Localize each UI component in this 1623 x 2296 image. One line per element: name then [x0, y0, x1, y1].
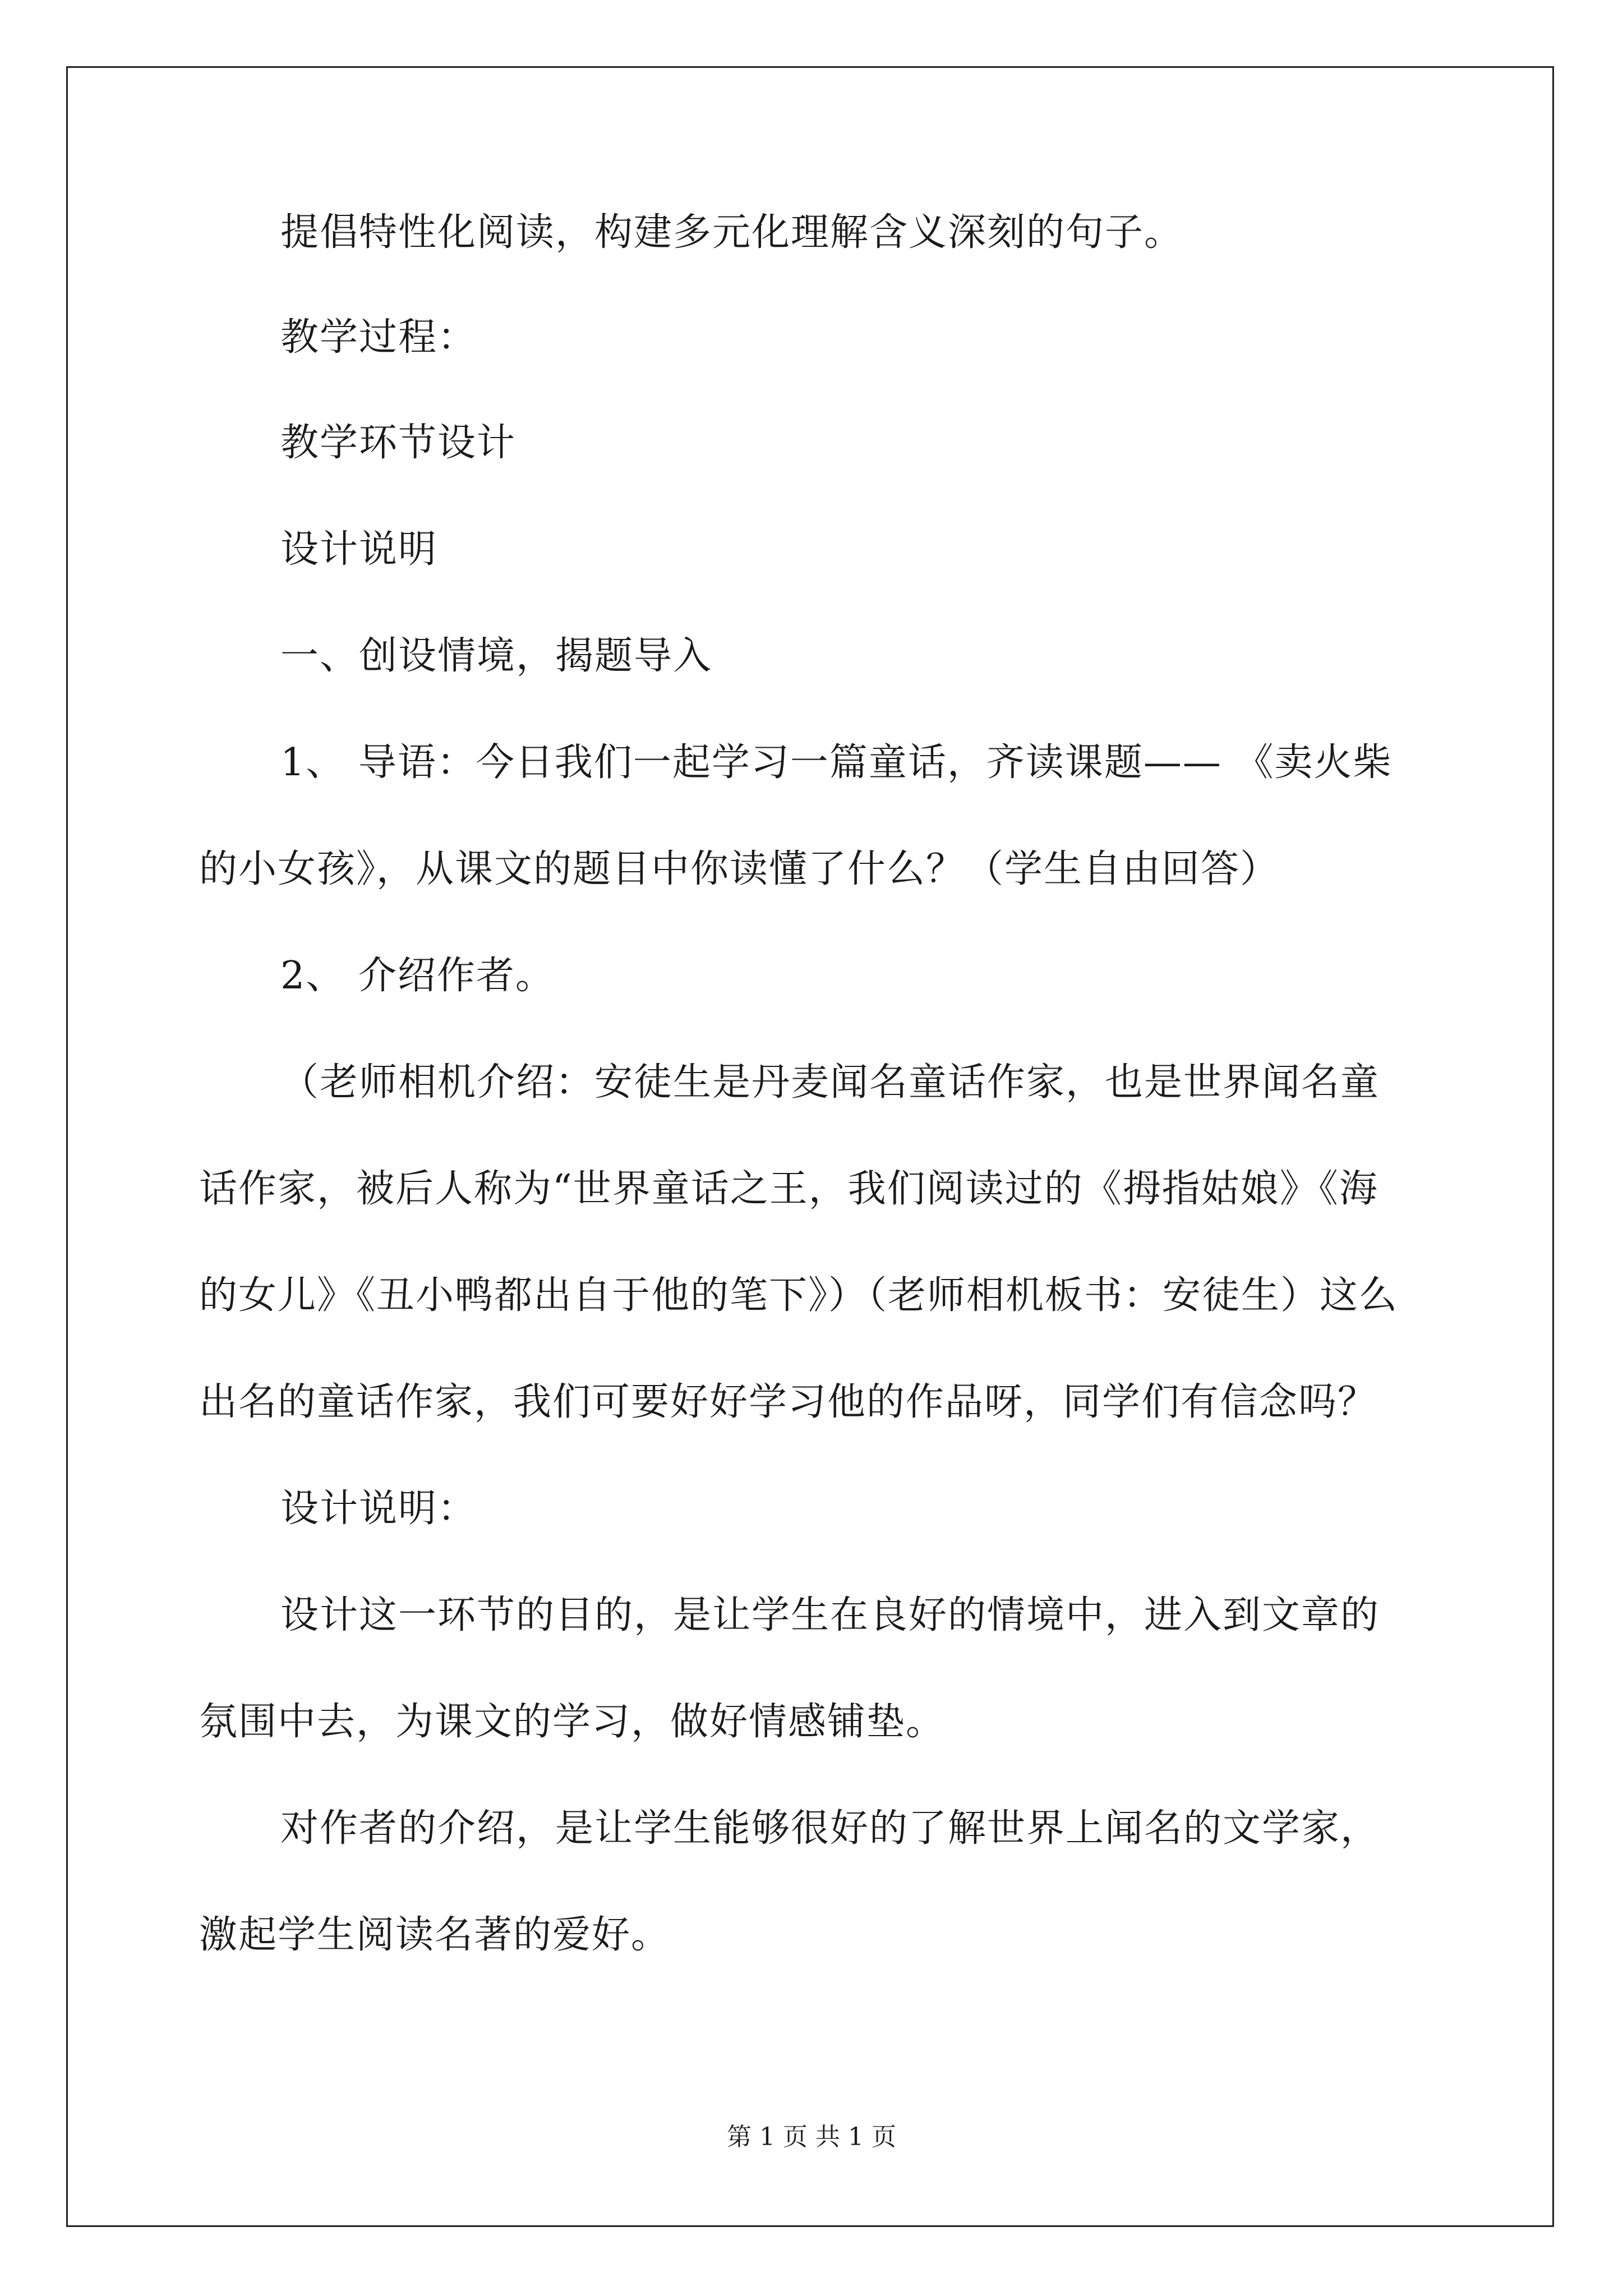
paragraph-line: 对作者的介绍，是让学生能够很好的了解世界上闻名的文学家， — [280, 1806, 1380, 1851]
paragraph-line: 2、 介绍作者。 — [280, 954, 555, 998]
paragraph-line: 激起学生阅读名著的爱好。 — [199, 1913, 671, 1957]
paragraph-line: 设计说明 — [280, 527, 438, 572]
paragraph-line: 提倡特性化阅读，构建多元化理解含义深刻的句子。 — [280, 210, 1184, 255]
paragraph-line: 设计这一环节的目的，是让学生在良好的情境中，进入到文章的 — [280, 1593, 1380, 1637]
paragraph-line: 设计说明： — [280, 1487, 477, 1531]
paragraph-line: 一、创设情境，揭题导入 — [280, 634, 713, 678]
page-number-footer: 第 1 页 共 1 页 — [727, 2123, 896, 2151]
paragraph-line: 话作家，被后人称为“世界童话之王，我们阅读过的《拇指姑娘》《海 — [199, 1167, 1378, 1211]
paragraph-line: 氛围中去，为课文的学习，做好情感铺垫。 — [199, 1700, 946, 1744]
paragraph-line: 1、 导语：今日我们一起学习一篇童话，齐读课题—— 《卖火柴 — [280, 740, 1393, 785]
paragraph-line: 的女儿》《丑小鸭都出自于他的笔下》）（老师相机板书：安徒生）这么 — [199, 1273, 1399, 1318]
page-border — [66, 66, 1554, 2227]
paragraph-line: 的小女孩》，从课文的题目中你读懂了什么？（学生自由回答） — [199, 847, 1280, 891]
paragraph-line: 出名的童话作家，我们可要好好学习他的作品呀，同学们有信念吗？ — [199, 1380, 1377, 1424]
paragraph-line: （老师相机介绍：安徒生是丹麦闻名童话作家，也是世界闻名童 — [280, 1060, 1380, 1105]
paragraph-line: 教学环节设计 — [280, 421, 517, 465]
paragraph-line: 教学过程： — [280, 315, 477, 360]
